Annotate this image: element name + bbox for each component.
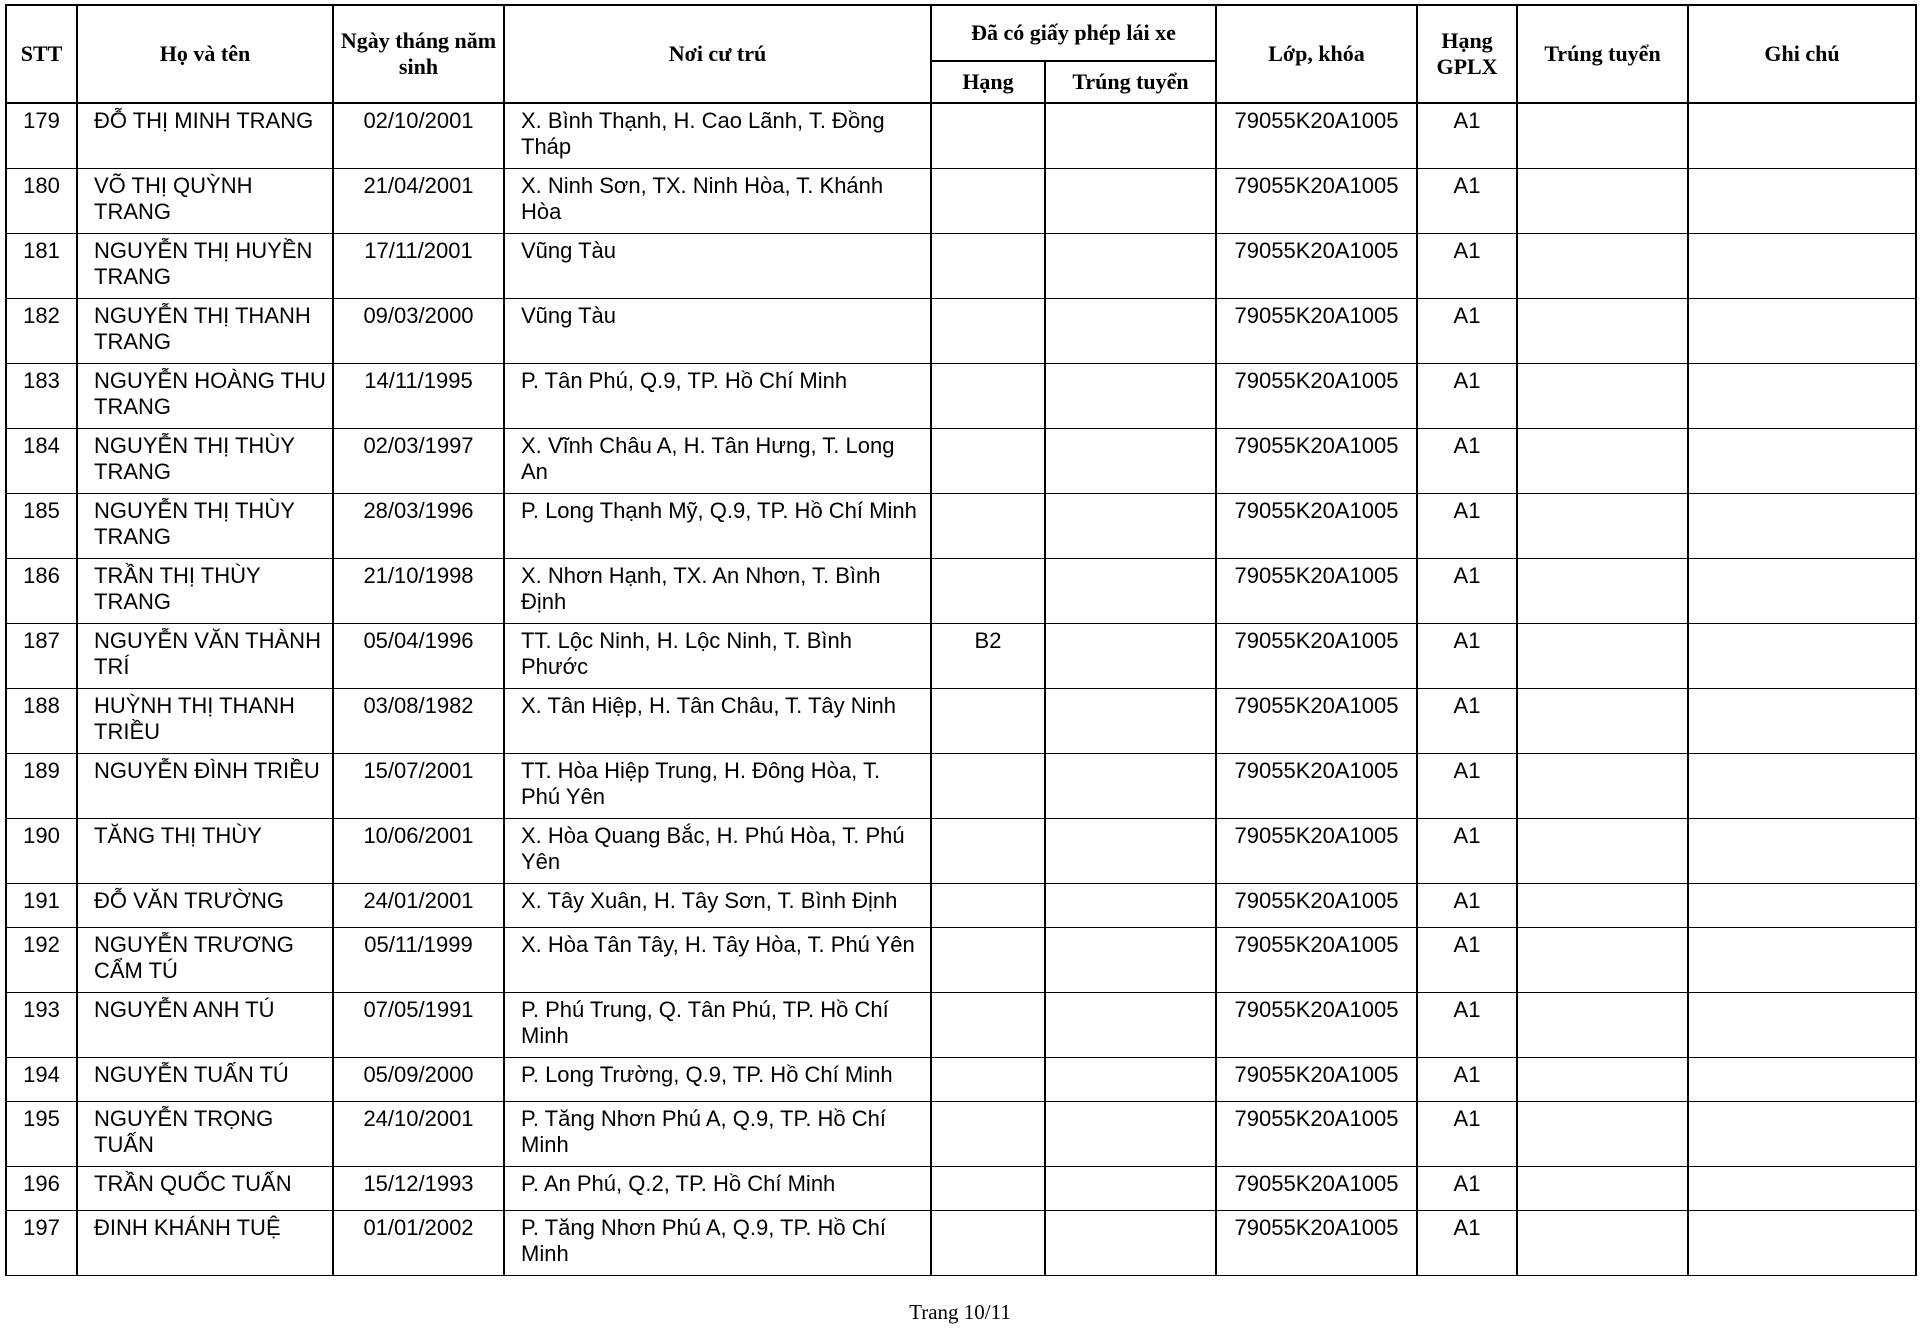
cell-license-pass bbox=[1045, 1057, 1216, 1101]
cell-trung-tuyen bbox=[1517, 1101, 1688, 1166]
cell-address: P. Tân Phú, Q.9, TP. Hồ Chí Minh bbox=[504, 363, 931, 428]
header-license-group: Đã có giấy phép lái xe bbox=[931, 5, 1216, 61]
cell-address: X. Ninh Sơn, TX. Ninh Hòa, T. Khánh Hòa bbox=[504, 168, 931, 233]
cell-address: P. Long Thạnh Mỹ, Q.9, TP. Hồ Chí Minh bbox=[504, 493, 931, 558]
cell-address: TT. Lộc Ninh, H. Lộc Ninh, T. Bình Phước bbox=[504, 623, 931, 688]
cell-trung-tuyen bbox=[1517, 1210, 1688, 1275]
cell-dob: 05/09/2000 bbox=[333, 1057, 504, 1101]
cell-address: P. Long Trường, Q.9, TP. Hồ Chí Minh bbox=[504, 1057, 931, 1101]
cell-gplx: A1 bbox=[1417, 883, 1517, 927]
cell-trung-tuyen bbox=[1517, 753, 1688, 818]
cell-note bbox=[1688, 1057, 1916, 1101]
cell-license-pass bbox=[1045, 818, 1216, 883]
cell-stt: 179 bbox=[6, 103, 77, 168]
cell-trung-tuyen bbox=[1517, 103, 1688, 168]
cell-stt: 190 bbox=[6, 818, 77, 883]
cell-note bbox=[1688, 363, 1916, 428]
cell-note bbox=[1688, 428, 1916, 493]
cell-address: X. Bình Thạnh, H. Cao Lãnh, T. Đồng Tháp bbox=[504, 103, 931, 168]
cell-note bbox=[1688, 558, 1916, 623]
table-header bbox=[6, 5, 1916, 103]
header-license-hang: Hạng bbox=[931, 61, 1045, 103]
cell-gplx: A1 bbox=[1417, 1210, 1517, 1275]
table-row bbox=[6, 818, 1916, 883]
cell-dob: 24/10/2001 bbox=[333, 1101, 504, 1166]
cell-license-hang bbox=[931, 168, 1045, 233]
header-note: Ghi chú bbox=[1688, 5, 1916, 103]
cell-address: P. Tăng Nhơn Phú A, Q.9, TP. Hồ Chí Minh bbox=[504, 1210, 931, 1275]
cell-license-hang bbox=[931, 428, 1045, 493]
cell-trung-tuyen bbox=[1517, 688, 1688, 753]
cell-name: VÕ THỊ QUỲNH TRANG bbox=[77, 168, 333, 233]
candidate-table bbox=[5, 4, 1917, 1276]
cell-dob: 01/01/2002 bbox=[333, 1210, 504, 1275]
cell-license-pass bbox=[1045, 233, 1216, 298]
cell-class: 79055K20A1005 bbox=[1216, 1101, 1417, 1166]
cell-dob: 05/04/1996 bbox=[333, 623, 504, 688]
cell-dob: 09/03/2000 bbox=[333, 298, 504, 363]
header-license-trung-tuyen: Trúng tuyển bbox=[1045, 61, 1216, 103]
page-number: Trang 10/11 bbox=[909, 1300, 1011, 1324]
cell-address: X. Nhơn Hạnh, TX. An Nhơn, T. Bình Định bbox=[504, 558, 931, 623]
cell-trung-tuyen bbox=[1517, 623, 1688, 688]
cell-trung-tuyen bbox=[1517, 493, 1688, 558]
cell-gplx: A1 bbox=[1417, 927, 1517, 992]
cell-stt: 191 bbox=[6, 883, 77, 927]
cell-stt: 187 bbox=[6, 623, 77, 688]
cell-gplx: A1 bbox=[1417, 818, 1517, 883]
cell-dob: 15/12/1993 bbox=[333, 1166, 504, 1210]
table-row bbox=[6, 992, 1916, 1057]
cell-license-hang bbox=[931, 1057, 1045, 1101]
cell-address: Vũng Tàu bbox=[504, 298, 931, 363]
cell-license-hang bbox=[931, 1166, 1045, 1210]
cell-note bbox=[1688, 818, 1916, 883]
cell-name: NGUYỄN THỊ THÙY TRANG bbox=[77, 493, 333, 558]
cell-name: TRẦN THỊ THÙY TRANG bbox=[77, 558, 333, 623]
table-row bbox=[6, 623, 1916, 688]
cell-license-pass bbox=[1045, 363, 1216, 428]
cell-stt: 192 bbox=[6, 927, 77, 992]
table-row bbox=[6, 428, 1916, 493]
cell-dob: 05/11/1999 bbox=[333, 927, 504, 992]
cell-gplx: A1 bbox=[1417, 233, 1517, 298]
cell-address: X. Vĩnh Châu A, H. Tân Hưng, T. Long An bbox=[504, 428, 931, 493]
cell-gplx: A1 bbox=[1417, 1166, 1517, 1210]
cell-gplx: A1 bbox=[1417, 992, 1517, 1057]
cell-name: NGUYỄN VĂN THÀNH TRÍ bbox=[77, 623, 333, 688]
cell-address: P. Tăng Nhơn Phú A, Q.9, TP. Hồ Chí Minh bbox=[504, 1101, 931, 1166]
cell-trung-tuyen bbox=[1517, 1166, 1688, 1210]
cell-class: 79055K20A1005 bbox=[1216, 927, 1417, 992]
cell-note bbox=[1688, 103, 1916, 168]
cell-name: TĂNG THỊ THÙY bbox=[77, 818, 333, 883]
cell-trung-tuyen bbox=[1517, 992, 1688, 1057]
cell-license-hang bbox=[931, 103, 1045, 168]
table-row bbox=[6, 103, 1916, 168]
cell-trung-tuyen bbox=[1517, 927, 1688, 992]
cell-license-pass bbox=[1045, 168, 1216, 233]
cell-name: NGUYỄN TRƯƠNG CẨM TÚ bbox=[77, 927, 333, 992]
table-row bbox=[6, 883, 1916, 927]
table-body bbox=[6, 103, 1916, 1275]
cell-gplx: A1 bbox=[1417, 1101, 1517, 1166]
cell-stt: 189 bbox=[6, 753, 77, 818]
header-dob: Ngày tháng năm sinh bbox=[333, 5, 504, 103]
cell-class: 79055K20A1005 bbox=[1216, 688, 1417, 753]
cell-dob: 21/04/2001 bbox=[333, 168, 504, 233]
cell-stt: 196 bbox=[6, 1166, 77, 1210]
table-row bbox=[6, 168, 1916, 233]
cell-class: 79055K20A1005 bbox=[1216, 753, 1417, 818]
cell-gplx: A1 bbox=[1417, 428, 1517, 493]
cell-trung-tuyen bbox=[1517, 558, 1688, 623]
cell-dob: 17/11/2001 bbox=[333, 233, 504, 298]
header-trung-tuyen: Trúng tuyển bbox=[1517, 5, 1688, 103]
cell-stt: 186 bbox=[6, 558, 77, 623]
cell-note bbox=[1688, 1166, 1916, 1210]
cell-gplx: A1 bbox=[1417, 493, 1517, 558]
table-row bbox=[6, 688, 1916, 753]
cell-address: P. An Phú, Q.2, TP. Hồ Chí Minh bbox=[504, 1166, 931, 1210]
cell-note bbox=[1688, 168, 1916, 233]
cell-license-pass bbox=[1045, 493, 1216, 558]
cell-address: Vũng Tàu bbox=[504, 233, 931, 298]
cell-license-pass bbox=[1045, 753, 1216, 818]
table-row bbox=[6, 298, 1916, 363]
cell-class: 79055K20A1005 bbox=[1216, 883, 1417, 927]
cell-name: NGUYỄN ANH TÚ bbox=[77, 992, 333, 1057]
header-stt: STT bbox=[6, 5, 77, 103]
cell-license-hang bbox=[931, 818, 1045, 883]
cell-dob: 03/08/1982 bbox=[333, 688, 504, 753]
cell-license-hang bbox=[931, 992, 1045, 1057]
cell-gplx: A1 bbox=[1417, 623, 1517, 688]
cell-license-hang bbox=[931, 753, 1045, 818]
cell-license-hang bbox=[931, 1210, 1045, 1275]
cell-gplx: A1 bbox=[1417, 103, 1517, 168]
header-gplx: Hạng GPLX bbox=[1417, 5, 1517, 103]
cell-license-pass bbox=[1045, 992, 1216, 1057]
cell-gplx: A1 bbox=[1417, 168, 1517, 233]
cell-name: TRẦN QUỐC TUẤN bbox=[77, 1166, 333, 1210]
cell-class: 79055K20A1005 bbox=[1216, 233, 1417, 298]
cell-name: NGUYỄN TRỌNG TUẤN bbox=[77, 1101, 333, 1166]
cell-license-pass bbox=[1045, 103, 1216, 168]
cell-gplx: A1 bbox=[1417, 688, 1517, 753]
cell-license-hang bbox=[931, 233, 1045, 298]
cell-license-hang bbox=[931, 688, 1045, 753]
cell-name: ĐINH KHÁNH TUỆ bbox=[77, 1210, 333, 1275]
cell-license-pass bbox=[1045, 1166, 1216, 1210]
cell-gplx: A1 bbox=[1417, 1057, 1517, 1101]
table-row bbox=[6, 1101, 1916, 1166]
cell-class: 79055K20A1005 bbox=[1216, 558, 1417, 623]
cell-name: ĐỖ VĂN TRƯỜNG bbox=[77, 883, 333, 927]
cell-name: HUỲNH THỊ THANH TRIỀU bbox=[77, 688, 333, 753]
cell-license-hang bbox=[931, 558, 1045, 623]
cell-dob: 21/10/1998 bbox=[333, 558, 504, 623]
cell-license-pass bbox=[1045, 298, 1216, 363]
cell-license-pass bbox=[1045, 1210, 1216, 1275]
table-row bbox=[6, 1210, 1916, 1275]
cell-stt: 180 bbox=[6, 168, 77, 233]
cell-stt: 194 bbox=[6, 1057, 77, 1101]
cell-class: 79055K20A1005 bbox=[1216, 1166, 1417, 1210]
cell-class: 79055K20A1005 bbox=[1216, 1210, 1417, 1275]
cell-note bbox=[1688, 623, 1916, 688]
cell-gplx: A1 bbox=[1417, 363, 1517, 428]
cell-note bbox=[1688, 992, 1916, 1057]
cell-license-pass bbox=[1045, 927, 1216, 992]
cell-address: P. Phú Trung, Q. Tân Phú, TP. Hồ Chí Minh bbox=[504, 992, 931, 1057]
cell-license-hang bbox=[931, 298, 1045, 363]
cell-class: 79055K20A1005 bbox=[1216, 103, 1417, 168]
cell-license-pass bbox=[1045, 1101, 1216, 1166]
cell-class: 79055K20A1005 bbox=[1216, 298, 1417, 363]
cell-trung-tuyen bbox=[1517, 818, 1688, 883]
cell-dob: 14/11/1995 bbox=[333, 363, 504, 428]
cell-note bbox=[1688, 927, 1916, 992]
table-row bbox=[6, 558, 1916, 623]
cell-license-pass bbox=[1045, 558, 1216, 623]
cell-dob: 02/10/2001 bbox=[333, 103, 504, 168]
cell-note bbox=[1688, 1210, 1916, 1275]
cell-license-pass bbox=[1045, 688, 1216, 753]
cell-class: 79055K20A1005 bbox=[1216, 1057, 1417, 1101]
header-address: Nơi cư trú bbox=[504, 5, 931, 103]
table-row bbox=[6, 363, 1916, 428]
cell-note bbox=[1688, 493, 1916, 558]
cell-note bbox=[1688, 1101, 1916, 1166]
header-name: Họ và tên bbox=[77, 5, 333, 103]
cell-name: ĐỖ THỊ MINH TRANG bbox=[77, 103, 333, 168]
table-row bbox=[6, 1057, 1916, 1101]
cell-trung-tuyen bbox=[1517, 428, 1688, 493]
cell-stt: 183 bbox=[6, 363, 77, 428]
cell-note bbox=[1688, 753, 1916, 818]
table-row bbox=[6, 233, 1916, 298]
cell-address: X. Tây Xuân, H. Tây Sơn, T. Bình Định bbox=[504, 883, 931, 927]
cell-license-pass bbox=[1045, 883, 1216, 927]
cell-dob: 24/01/2001 bbox=[333, 883, 504, 927]
cell-class: 79055K20A1005 bbox=[1216, 818, 1417, 883]
cell-name: NGUYỄN THỊ THÙY TRANG bbox=[77, 428, 333, 493]
table-row bbox=[6, 753, 1916, 818]
cell-trung-tuyen bbox=[1517, 233, 1688, 298]
cell-class: 79055K20A1005 bbox=[1216, 623, 1417, 688]
cell-license-pass bbox=[1045, 623, 1216, 688]
cell-address: X. Hòa Tân Tây, H. Tây Hòa, T. Phú Yên bbox=[504, 927, 931, 992]
table-row bbox=[6, 493, 1916, 558]
cell-trung-tuyen bbox=[1517, 1057, 1688, 1101]
cell-license-hang bbox=[931, 883, 1045, 927]
cell-trung-tuyen bbox=[1517, 363, 1688, 428]
cell-class: 79055K20A1005 bbox=[1216, 363, 1417, 428]
cell-gplx: A1 bbox=[1417, 298, 1517, 363]
cell-note bbox=[1688, 298, 1916, 363]
cell-name: NGUYỄN THỊ THANH TRANG bbox=[77, 298, 333, 363]
cell-address: X. Tân Hiệp, H. Tân Châu, T. Tây Ninh bbox=[504, 688, 931, 753]
cell-class: 79055K20A1005 bbox=[1216, 493, 1417, 558]
cell-gplx: A1 bbox=[1417, 753, 1517, 818]
cell-dob: 07/05/1991 bbox=[333, 992, 504, 1057]
cell-stt: 197 bbox=[6, 1210, 77, 1275]
cell-name: NGUYỄN THỊ HUYỀN TRANG bbox=[77, 233, 333, 298]
cell-note bbox=[1688, 688, 1916, 753]
cell-trung-tuyen bbox=[1517, 298, 1688, 363]
cell-class: 79055K20A1005 bbox=[1216, 428, 1417, 493]
cell-gplx: A1 bbox=[1417, 558, 1517, 623]
cell-stt: 195 bbox=[6, 1101, 77, 1166]
cell-dob: 02/03/1997 bbox=[333, 428, 504, 493]
cell-address: TT. Hòa Hiệp Trung, H. Đông Hòa, T. Phú Yên bbox=[504, 753, 931, 818]
header-class: Lớp, khóa bbox=[1216, 5, 1417, 103]
table-row bbox=[6, 1166, 1916, 1210]
cell-trung-tuyen bbox=[1517, 168, 1688, 233]
cell-trung-tuyen bbox=[1517, 883, 1688, 927]
cell-note bbox=[1688, 233, 1916, 298]
cell-dob: 28/03/1996 bbox=[333, 493, 504, 558]
cell-name: NGUYỄN ĐÌNH TRIỀU bbox=[77, 753, 333, 818]
cell-license-hang bbox=[931, 493, 1045, 558]
cell-stt: 193 bbox=[6, 992, 77, 1057]
cell-name: NGUYỄN TUẤN TÚ bbox=[77, 1057, 333, 1101]
cell-license-pass bbox=[1045, 428, 1216, 493]
cell-dob: 15/07/2001 bbox=[333, 753, 504, 818]
table-row bbox=[6, 927, 1916, 992]
cell-note bbox=[1688, 883, 1916, 927]
cell-stt: 185 bbox=[6, 493, 77, 558]
cell-class: 79055K20A1005 bbox=[1216, 168, 1417, 233]
cell-stt: 184 bbox=[6, 428, 77, 493]
cell-license-hang: B2 bbox=[931, 623, 1045, 688]
cell-license-hang bbox=[931, 927, 1045, 992]
cell-stt: 188 bbox=[6, 688, 77, 753]
cell-class: 79055K20A1005 bbox=[1216, 992, 1417, 1057]
cell-address: X. Hòa Quang Bắc, H. Phú Hòa, T. Phú Yên bbox=[504, 818, 931, 883]
cell-dob: 10/06/2001 bbox=[333, 818, 504, 883]
cell-license-hang bbox=[931, 363, 1045, 428]
cell-license-hang bbox=[931, 1101, 1045, 1166]
cell-stt: 181 bbox=[6, 233, 77, 298]
cell-stt: 182 bbox=[6, 298, 77, 363]
cell-name: NGUYỄN HOÀNG THU TRANG bbox=[77, 363, 333, 428]
